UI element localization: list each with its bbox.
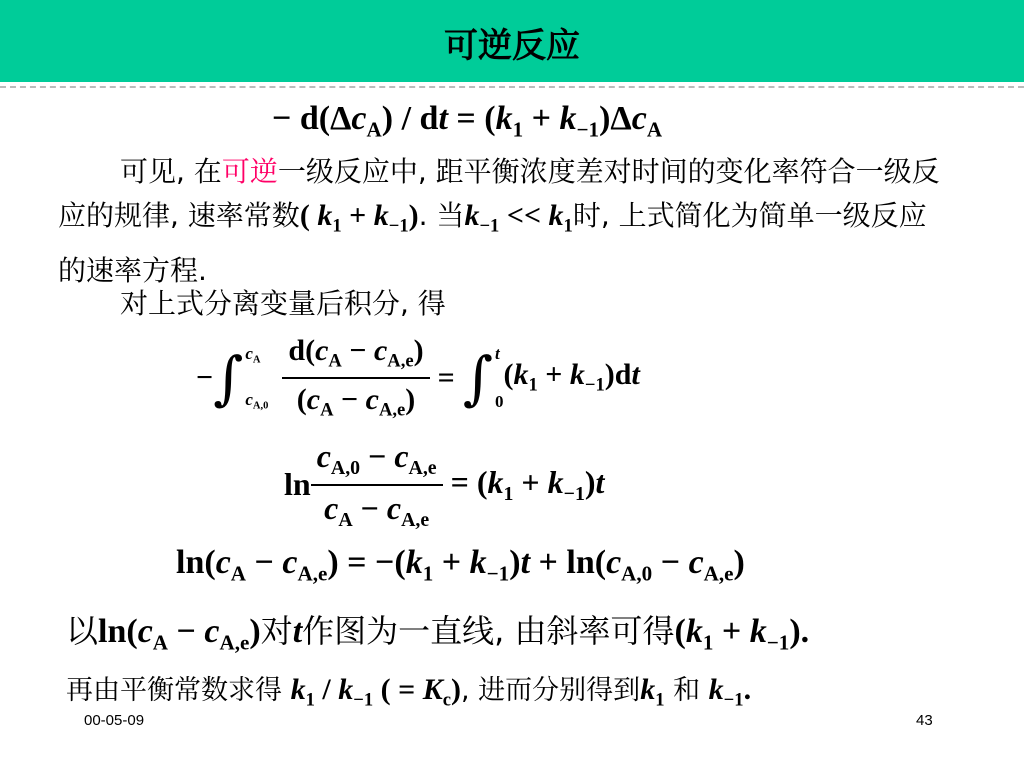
line6-mid: , 进而分别得到	[461, 675, 641, 706]
rate-constant-sum: ( $k_1 + k_{-1}$)	[299, 199, 419, 237]
line6-and: 和	[673, 675, 701, 706]
linear-log-equation: $\ln(c_A - c_{A,e}) = -(k_1 + k_{-1})t + \ln(c_{A,0} - c_{A,e})$	[176, 544, 745, 586]
highlight-reversible: 可逆	[221, 155, 278, 188]
para1-text-d: 时, 上式简化为简单一级反应的速率方程.	[58, 199, 927, 287]
rate-equation: − $d(\Delta c_A)$ / dt = $(k_1 + k_{-1})\Delta c_A$	[272, 100, 663, 142]
explanation-paragraph	[58, 150, 948, 293]
para1-text-a: 可见, 在	[120, 155, 222, 188]
integral-left: ∫ $c_A$ $c_{A,0}$	[213, 343, 269, 412]
integral-equation: − ∫ $c_A$ $c_{A,0}$ $\frac{d(c_A - c_{A,e})}{(c_A - c_{A,e})}$ = ∫ t 0 $(k_1 + k_{-1})dt$	[196, 334, 640, 420]
line5-t: t	[292, 613, 303, 650]
line5-prefix: 以	[66, 612, 99, 650]
slide-title: 可逆反应	[444, 26, 580, 66]
page-number: 43	[916, 712, 933, 729]
para1-text-b: 一级反应中, 距平衡浓度差对时间的变化率符合一级反应的规律, 速率常数	[58, 155, 940, 232]
title-bar	[0, 0, 1024, 82]
integral-right: ∫ t 0	[462, 343, 504, 412]
equilibrium-statement: 再由平衡常数求得 $k_1 / k_{-1}$ ( = $K_c$), 进而分别得到$k_1$ 和 $k_{-1}$.	[66, 673, 752, 711]
line5-suffix: 作图为一直线, 由斜率可得	[302, 612, 675, 650]
line6-prefix: 再由平衡常数求得	[66, 675, 282, 706]
footer-date: 00-05-09	[84, 712, 145, 729]
log-ratio-equation: ln $\frac{c_{A,0} - c_{A,e}}{c_A - c_{A,e}}$ = $(k_1 + k_{-1})t$	[284, 438, 605, 531]
para2-text: 对上式分离变量后积分, 得	[120, 287, 446, 320]
line5-mid: 对	[260, 612, 293, 650]
plot-statement: 以$\ln(c_A - c_{A,e})$对t作图为一直线, 由斜率可得$(k_1 + k_{-1})$.	[66, 612, 810, 655]
integration-paragraph	[58, 282, 948, 326]
divider	[0, 86, 1024, 88]
para1-text-c: . 当	[418, 199, 465, 232]
condition-inequality: $k_{-1} << k_1$	[464, 199, 573, 237]
